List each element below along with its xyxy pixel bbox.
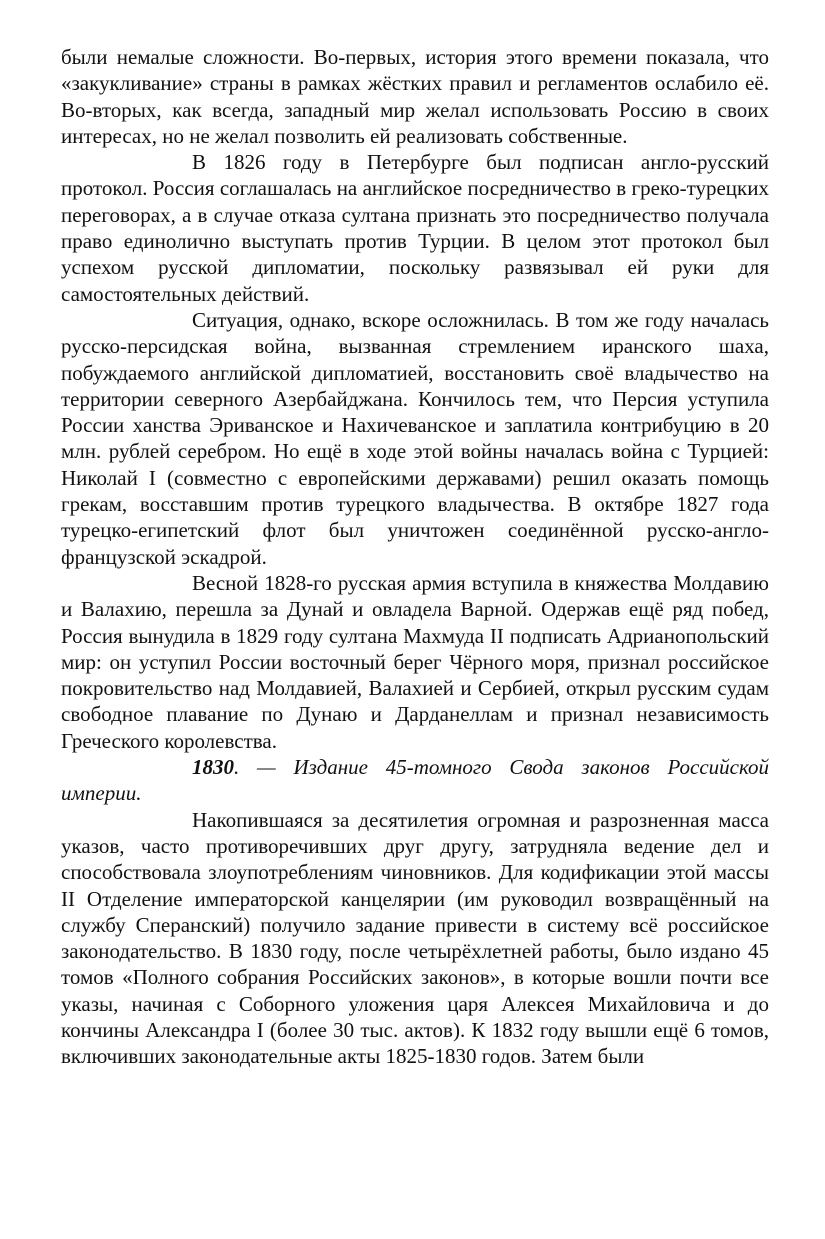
section-heading [61,754,769,807]
paragraph-1: были немалые сложности. Во-первых, история этого времени показала, что «закукливание» страны в рамках жёстких правил и регламентов ослабило её. Во-вторых, как всегда, западный мир желал использовать Россию в своих интересах, но не желал позволить ей реализовать собственные. [61,45,769,148]
paragraph-5: Накопившаяся за десятилетия огромная и разрозненная масса указов, часто противоречивших друг другу, затрудняла ведение дел и способствовала злоупотреблениям чиновников. Для кодификации этой массы II Отделение императорской канцелярии (им руководил возвращённый на службу Сперанский) получило задание привести в систему всё российское законодательство. В 1830 году, после четырёхлетней работы, было издано 45 томов «Полного собрания Российских законов», в которые вошли почти все указы, начиная с Соборного уложения царя Алексея Михайловича и до кончины Александра I (более 30 тыс. актов). К 1832 году вышли ещё 6 томов, включивших законодательные акты 1825-1830 годов. Затем были [61,807,769,1069]
section-heading-year: 1830 [192,755,234,780]
document-page [61,44,769,1070]
paragraph-2: В 1826 году в Петербурге был подписан англо-русский протокол. Россия соглашалась на английское посредничество в греко-турецких переговорах, а в случае отказа султана признать это посредничество получала право единолично выступать против Турции. В целом этот протокол был успехом русской дипломатии, поскольку развязывал ей руки для самостоятельных действий. [61,150,769,306]
paragraph-3: Ситуация, однако, вскоре осложнилась. В том же году началась русско-персидская война, вызванная стремлением иранского шаха, побуждаемого английской дипломатией, восстановить своё владычество на территории северного Азербайджана. Кончилось тем, что Персия уступила России ханства Эриванское и Нахичеванское и заплатила контрибуцию в 20 млн. рублей серебром. Но ещё в ходе этой войны началась война с Турцией: Николай I (совместно с европейскими державами) решил оказать помощь грекам, восставшим против турецкого владычества. В октябре 1827 года турецко-египетский флот был уничтожен соединённой русско-англо-французской эскадрой. [61,307,769,569]
paragraph-4: Весной 1828-го русская армия вступила в княжества Молдавию и Валахию, перешла за Дунай и овладела Варной. Одержав ещё ряд побед, Россия вынудила в 1829 году султана Махмуда II подписать Адрианопольский мир: он уступил России восточный берег Чёрного моря, признал российское покровительство над Молдавией, Валахией и Сербией, открыл русским судам свободное плавание по Дунаю и Дарданеллам и признал независимость Греческого королевства. [61,570,769,753]
section-heading-title: . — Издание 45-томного Свода законов Российской империи. [61,755,769,806]
